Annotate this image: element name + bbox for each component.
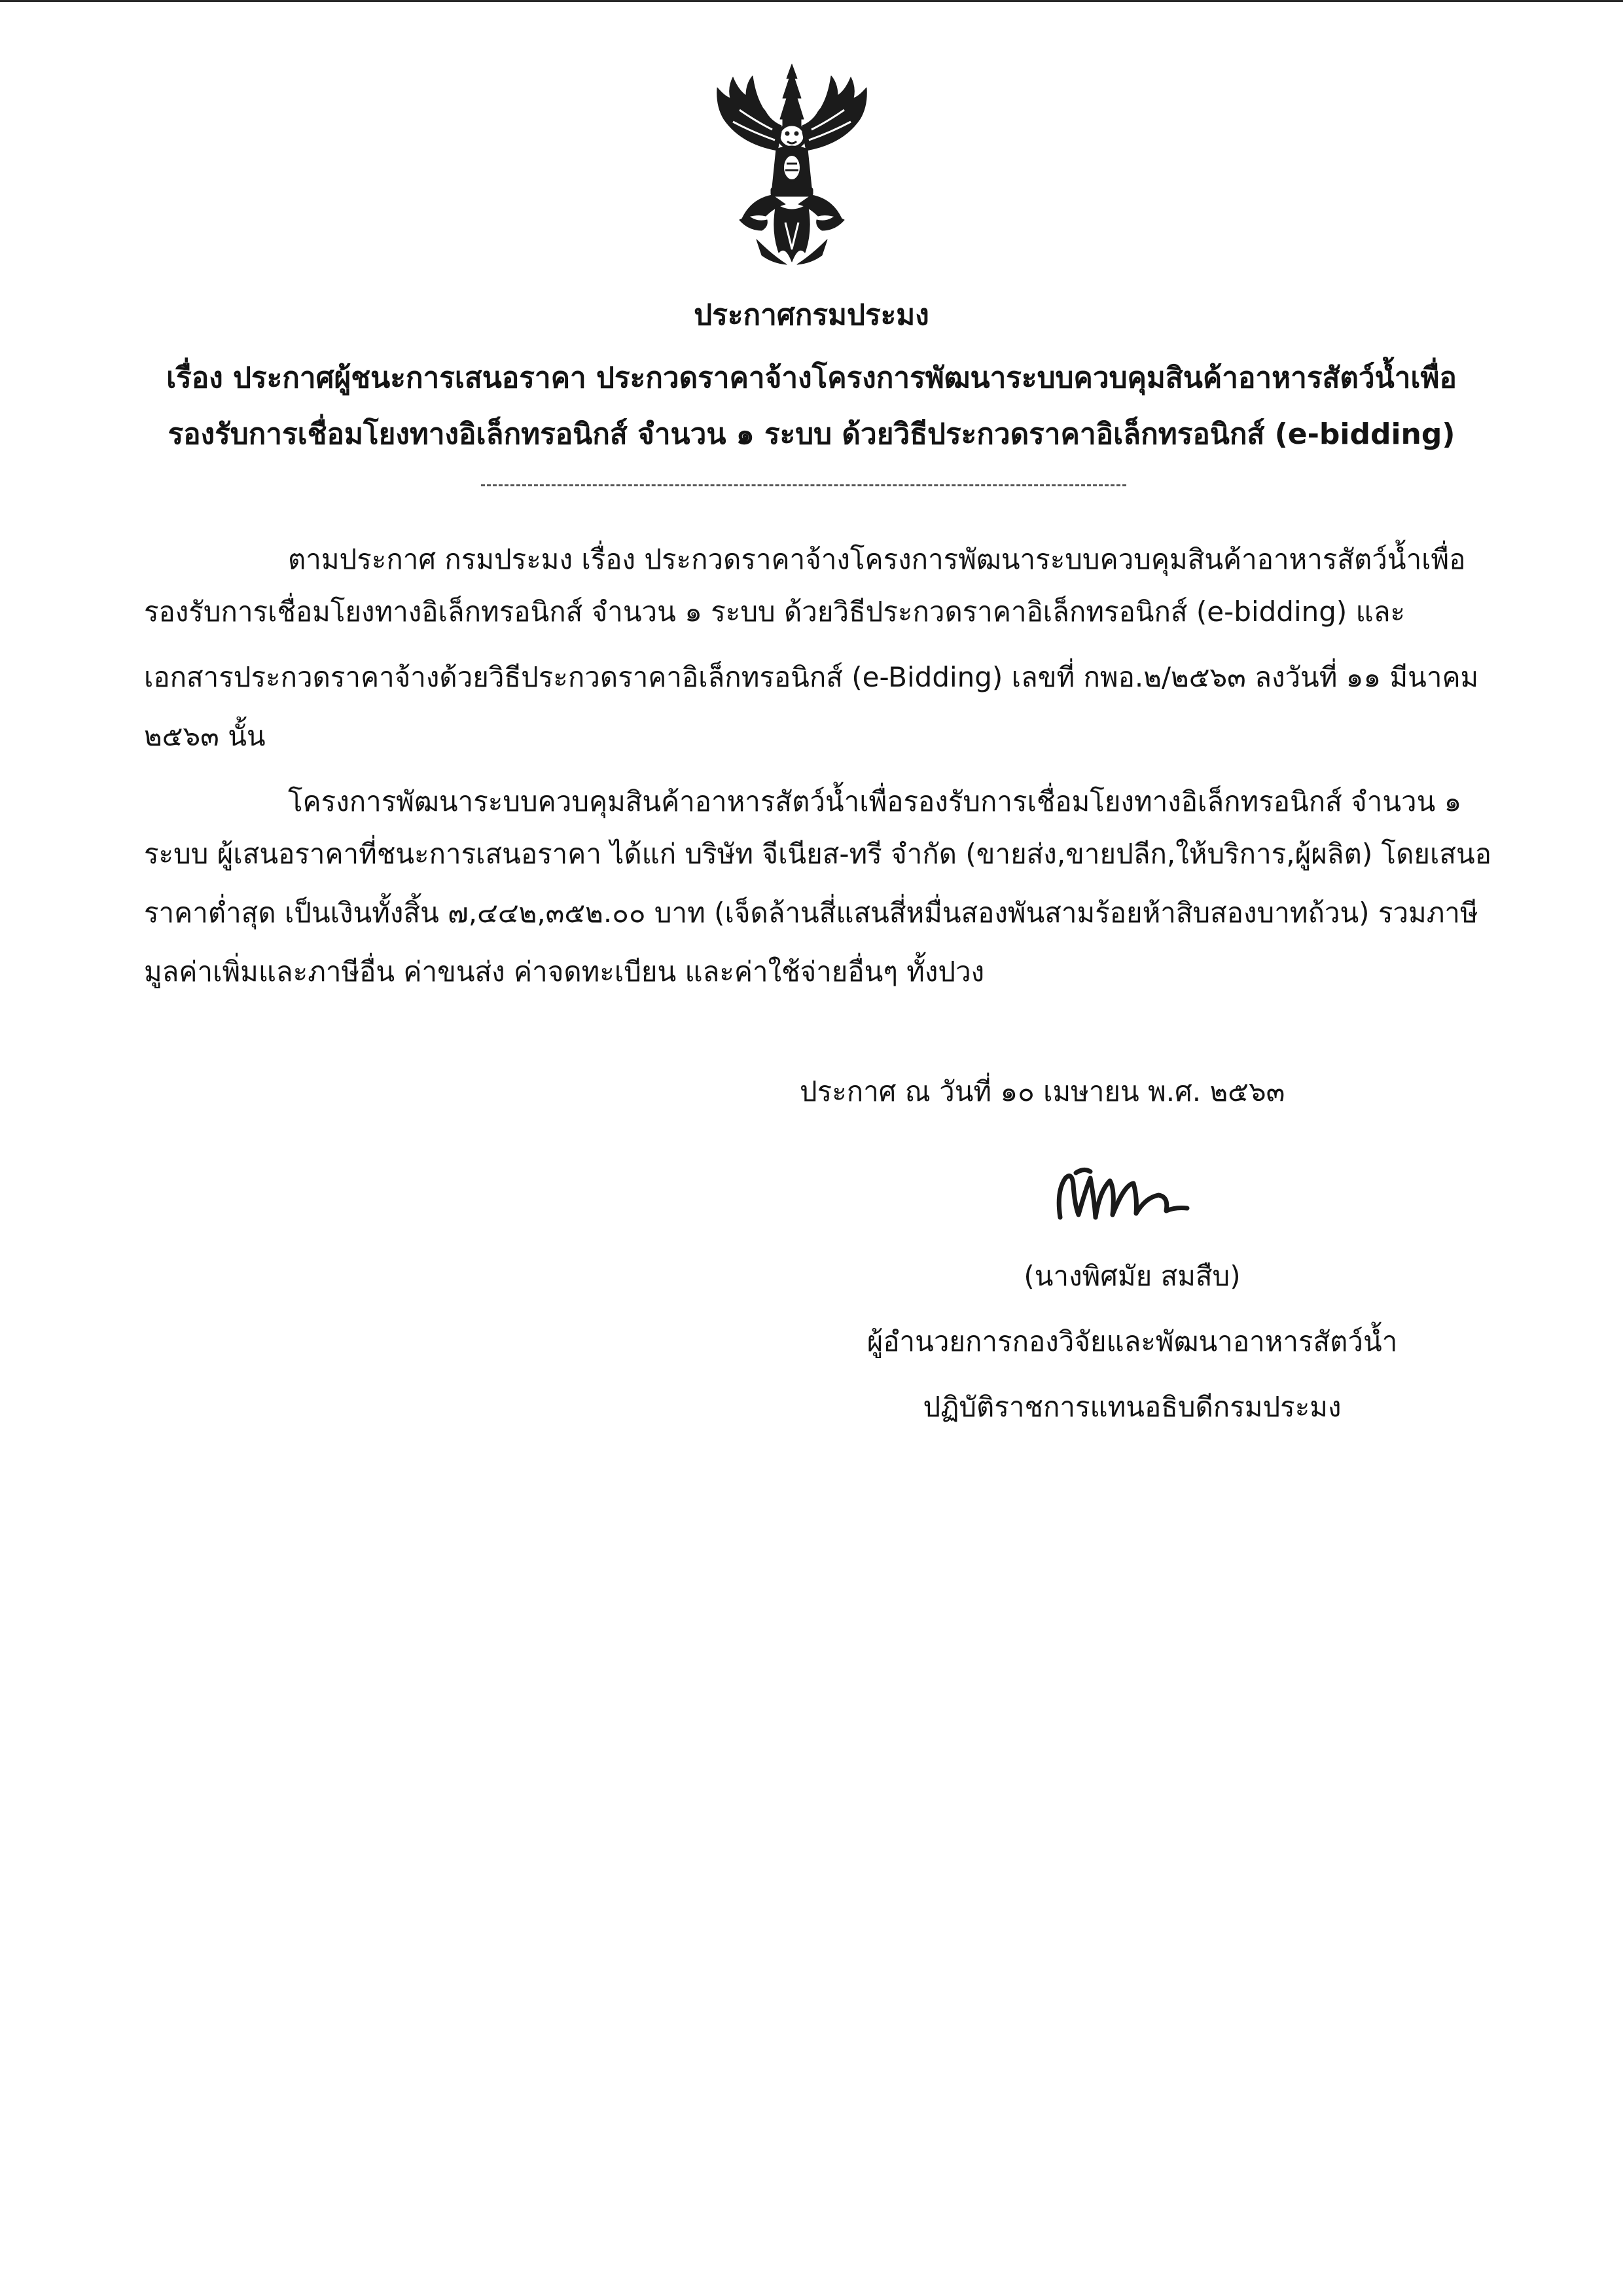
paragraph-2-line-3: ราคาต่ำสุด เป็นเงินทั้งสิ้น ๗,๔๔๒,๓๕๒.๐๐ บาท (เจ็ดล้านสี่แสนสี่หมื่นสองพันสามร้อยห้าสิบสองบาทถ้วน) รวมภาษี bbox=[144, 897, 1478, 929]
paragraph-2-line-4: มูลค่าเพิ่มและภาษีอื่น ค่าขนส่ง ค่าจดทะเบียน และค่าใช้จ่ายอื่นๆ ทั้งปวง bbox=[144, 956, 985, 988]
handwritten-signature bbox=[1047, 1152, 1204, 1237]
acting-for: ปฏิบัติราชการแทนอธิบดีกรมประมง bbox=[923, 1391, 1342, 1423]
signer-name: (นางพิศมัย สมสืบ) bbox=[1024, 1260, 1241, 1292]
paragraph-2-line-2: ระบบ ผู้เสนอราคาที่ชนะการเสนอราคา ได้แก่ บริษัท จีเนียส-ทรี จำกัด (ขายส่ง,ขายปลีก,ให้บริการ,ผู้ผลิต) โดยเสนอ bbox=[144, 838, 1491, 870]
announcement-date: ประกาศ ณ วันที่ ๑๐ เมษายน พ.ศ. ๒๕๖๓ bbox=[800, 1075, 1285, 1107]
paragraph-1-line-2: รองรับการเชื่อมโยงทางอิเล็กทรอนิกส์ จำนวน ๑ ระบบ ด้วยวิธีประกวดราคาอิเล็กทรอนิกส์ (e-bidding) และ bbox=[144, 596, 1405, 628]
garuda-emblem bbox=[694, 59, 890, 288]
scan-top-edge bbox=[0, 0, 1623, 7]
paragraph-2-line-1: โครงการพัฒนาระบบควบคุมสินค้าอาหารสัตว์น้ำเพื่อรองรับการเชื่อมโยงทางอิเล็กทรอนิกส์ จำนวน ๑ bbox=[288, 785, 1462, 817]
paragraph-1-line-1: ตามประกาศ กรมประมง เรื่อง ประกวดราคาจ้างโครงการพัฒนาระบบควบคุมสินค้าอาหารสัตว์น้ำเพื่อ bbox=[288, 543, 1466, 575]
paragraph-1-line-3: เอกสารประกวดราคาจ้างด้วยวิธีประกวดราคาอิเล็กทรอนิกส์ (e-Bidding) เลขที่ กพอ.๒/๒๕๖๓ ลงวันที่ ๑๑ มีนาคม bbox=[144, 661, 1479, 693]
paragraph-1-line-4: ๒๕๖๓ นั้น bbox=[144, 720, 266, 752]
dashed-separator bbox=[481, 484, 1126, 486]
subject-line-2: รองรับการเชื่อมโยงทางอิเล็กทรอนิกส์ จำนวน ๑ ระบบ ด้วยวิธีประกวดราคาอิเล็กทรอนิกส์ (e-bidding) bbox=[168, 418, 1455, 451]
issuer-title: ประกาศกรมประมง bbox=[694, 298, 929, 332]
subject-line-1: เรื่อง ประกาศผู้ชนะการเสนอราคา ประกวดราคาจ้างโครงการพัฒนาระบบควบคุมสินค้าอาหารสัตว์น้ำเพื่อ bbox=[166, 361, 1457, 395]
signer-position: ผู้อำนวยการกองวิจัยและพัฒนาอาหารสัตว์น้ำ bbox=[866, 1325, 1398, 1357]
